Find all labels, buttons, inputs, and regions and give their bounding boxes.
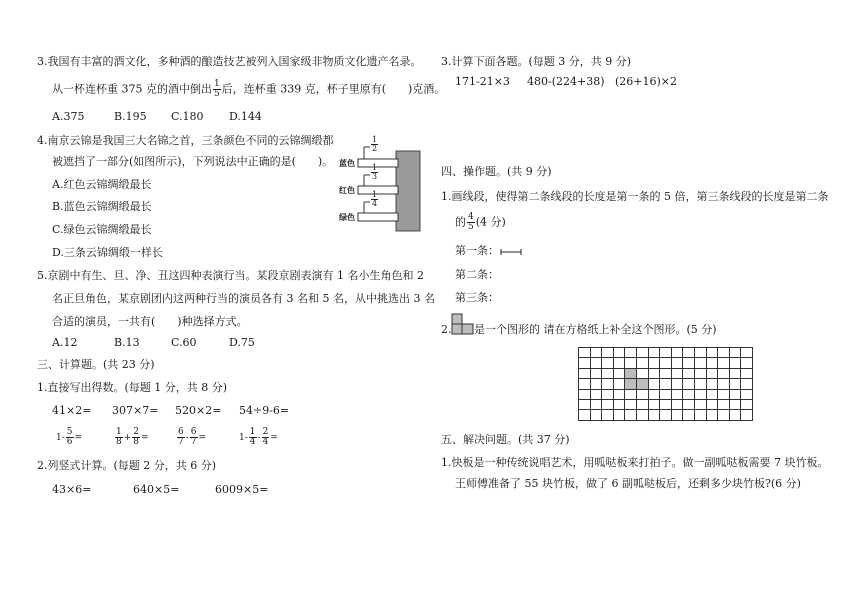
q3-option-c: C.180: [171, 110, 204, 123]
q4-option-b: B.蓝色云锦绸缎最长: [52, 200, 152, 213]
segment-1-label: 第一条：: [455, 244, 499, 257]
silk-label-blue: 蓝色: [339, 158, 355, 168]
silk-frac-third: $\frac{1}{3}$: [372, 163, 378, 181]
q4-option-c: C.绿色云锦绸缎最长: [52, 223, 152, 236]
s4-q1-line2: 的 $\frac{4}{5}$ (4 分): [455, 212, 506, 232]
section-3-title: 三、计算题。(共 23 分): [37, 358, 155, 371]
fraction-calc-2: $\frac{1}{8}$ + $\frac{2}{8}$ =: [116, 427, 149, 447]
q3-option-b: B.195: [114, 110, 147, 123]
sec3-q2-title: 2.列竖式计算。(每题 2 分，共 6 分): [37, 459, 217, 472]
silk-label-green: 绿色: [339, 212, 355, 222]
calc-item: 520×2=: [175, 404, 222, 417]
q5-line3: 合适的演员，一共有( )种选择方式。: [52, 315, 248, 328]
r-q3-item: 171-21×3: [455, 75, 510, 88]
sec3-q1-title: 1.直接写出得数。(每题 1 分，共 8 分): [37, 381, 228, 394]
calc-item: 54÷9-6=: [239, 404, 290, 417]
q4-line2: 被遮挡了一部分(如图所示)，下列说法中正确的是( )。: [52, 155, 334, 168]
segment-2-label: 第二条：: [455, 268, 499, 281]
s4-q1-line1: 1.画线段，使得第二条线段的长度是第一条的 5 倍，第三条线段的长度是第二条: [441, 190, 829, 203]
l-shape-icon: [451, 313, 475, 335]
q5-option-c: C.60: [171, 336, 197, 349]
s4-q2-line: 是一个图形的 请在方格纸上补全这个图形。(5 分): [474, 323, 717, 336]
q4-option-d: D.三条云锦绸缎一样长: [52, 246, 163, 259]
vertical-calc-item: 6009×5=: [215, 483, 269, 496]
q3-line2b: 后，连杯重 339 克，杯子里原有(: [221, 82, 387, 96]
q3-line2c: )克酒。: [408, 82, 446, 96]
q4-option-a: A.红色云锦绸缎最长: [52, 178, 152, 191]
fraction-calc-4: 1- $\frac{1}{4}$ - $\frac{2}{4}$ =: [239, 427, 278, 447]
silk-label-red: 红色: [339, 185, 355, 195]
section-5-title: 五、解决问题。(共 37 分): [441, 433, 570, 446]
q3-option-a: A.375: [52, 110, 85, 123]
vertical-calc-item: 43×6=: [52, 483, 92, 496]
fraction-calc-1: 1- $\frac{5}{6}$ =: [56, 427, 83, 447]
grid-paper: [578, 347, 753, 421]
segment-3-label: 第三条：: [455, 291, 499, 304]
q5-line1: 5.京剧中有生、旦、净、丑这四种表演行当。某段京剧表演有 1 名小生角色和 2: [37, 269, 424, 282]
s5-q1-line2: 王师傅准备了 55 块竹板，做了 6 副呱哒板后，还剩多少块竹板?(6 分): [455, 477, 801, 490]
calc-item: 307×7=: [112, 404, 159, 417]
q5-line2: 名正旦角色，某京剧团内这两种行当的演员各有 3 名和 5 名，从中挑选出 3 名: [52, 292, 435, 305]
q5-option-b: B.13: [114, 336, 140, 349]
r-q3-item: 480-(224+38): [527, 75, 605, 88]
silk-frac-quarter: $\frac{1}{4}$: [372, 190, 378, 208]
r-q3-title: 3.计算下面各题。(每题 3 分，共 9 分): [441, 55, 632, 68]
q3-fraction: $\frac{1}{5}$: [214, 79, 220, 99]
vertical-calc-item: 640×5=: [133, 483, 180, 496]
s4-q2-number: 2.: [441, 323, 452, 336]
q4-line1: 4.南京云锦是我国三大名锦之首，三条颜色不同的云锦绸缎都: [37, 134, 334, 147]
r-q3-item: (26+16)×2: [615, 75, 678, 88]
segment-1-line: [500, 248, 522, 256]
silk-frac-half: $\frac{1}{2}$: [372, 135, 378, 153]
calc-item: 41×2=: [52, 404, 92, 417]
q3-option-d: D.144: [229, 110, 262, 123]
fraction-calc-3: $\frac{6}{7}$ - $\frac{6}{7}$ =: [178, 427, 207, 447]
section-4-title: 四、操作题。(共 9 分): [441, 165, 552, 178]
q3-line1: 3.我国有丰富的酒文化，多种酒的酿造技艺被列入国家级非物质文化遗产名录。: [37, 55, 422, 68]
q5-option-a: A.12: [52, 336, 78, 349]
q5-option-d: D.75: [229, 336, 255, 349]
s4-fraction: $\frac{4}{5}$: [468, 212, 474, 232]
q3-line2a: 从一杯连杯重 375 克的酒中倒出: [52, 82, 212, 96]
s5-q1-line1: 1.快板是一种传统说唱艺术，用呱哒板来打拍子。做一副呱哒板需要 7 块竹板。: [441, 456, 829, 469]
q3-line2: [52, 80, 445, 99]
